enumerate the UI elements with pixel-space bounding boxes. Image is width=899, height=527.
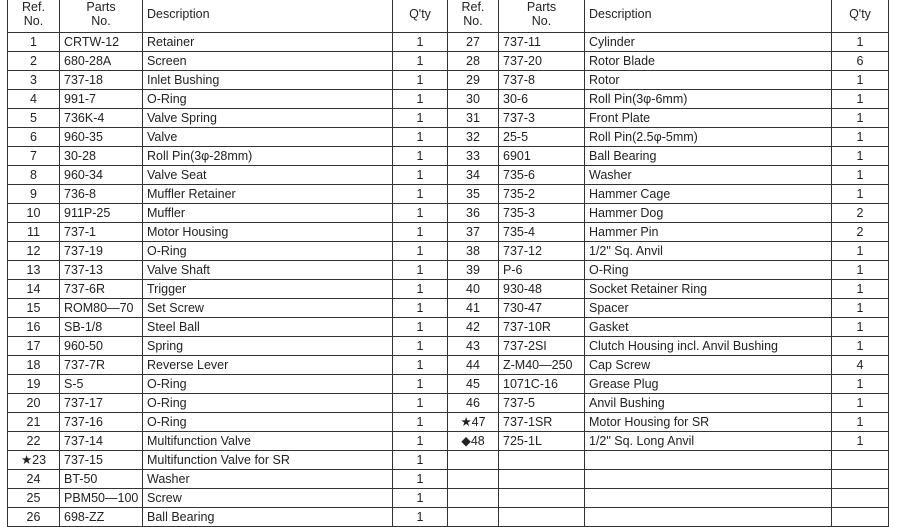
left-description-cell: Set Screw	[143, 299, 393, 318]
right-ref-no-cell: 39	[448, 261, 499, 280]
right-description-cell: Ball Bearing	[585, 147, 832, 166]
left-quantity-cell: 1	[393, 394, 448, 413]
right-parts-no-cell: 737-3	[499, 109, 585, 128]
table-row	[8, 394, 889, 413]
left-description-cell: Screen	[143, 52, 393, 71]
right-parts-no-cell: 737-5	[499, 394, 585, 413]
left-parts-no-cell: 736-8	[60, 185, 143, 204]
right-description-cell: Rotor	[585, 71, 832, 90]
table-row	[8, 375, 889, 394]
right-description-cell: Spacer	[585, 299, 832, 318]
left-quantity-cell: 1	[393, 185, 448, 204]
left-description-cell: Spring	[143, 337, 393, 356]
left-parts-no-cell: 736K-4	[60, 109, 143, 128]
right-ref-no-cell: 46	[448, 394, 499, 413]
right-parts-no-cell: 737-8	[499, 71, 585, 90]
left-ref-no-cell: 16	[8, 318, 60, 337]
left-ref-no-cell: 3	[8, 71, 60, 90]
right-ref-no-cell: 37	[448, 223, 499, 242]
right-parts-no-cell: 737-10R	[499, 318, 585, 337]
right-ref-no-cell: 41	[448, 299, 499, 318]
parts-list-table	[7, 0, 889, 527]
left-ref-no-cell: 20	[8, 394, 60, 413]
ref-no-header: Ref. No.	[8, 0, 60, 33]
right-description-cell: Motor Housing for SR	[585, 413, 832, 432]
left-description-cell: O-Ring	[143, 394, 393, 413]
left-parts-no-cell: 991-7	[60, 90, 143, 109]
right-quantity-cell: 1	[832, 432, 889, 451]
right-parts-no-cell: 930-48	[499, 280, 585, 299]
empty-cell	[832, 489, 889, 508]
right-quantity-cell: 6	[832, 52, 889, 71]
right-description-cell: 1/2" Sq. Long Anvil	[585, 432, 832, 451]
left-quantity-cell: 1	[393, 166, 448, 185]
left-quantity-cell: 1	[393, 90, 448, 109]
left-parts-no-cell: 737-15	[60, 451, 143, 470]
left-parts-no-cell: 737-1	[60, 223, 143, 242]
left-parts-no-cell: 737-18	[60, 71, 143, 90]
left-description-cell: Retainer	[143, 33, 393, 52]
empty-cell	[499, 470, 585, 489]
right-parts-no-cell: Z-M40—250	[499, 356, 585, 375]
table-row	[8, 337, 889, 356]
right-parts-no-cell: 735-4	[499, 223, 585, 242]
right-description-cell: Grease Plug	[585, 375, 832, 394]
left-quantity-cell: 1	[393, 204, 448, 223]
left-quantity-cell: 1	[393, 71, 448, 90]
table-row	[8, 413, 889, 432]
left-parts-no-cell: 737-16	[60, 413, 143, 432]
right-ref-no-cell: 30	[448, 90, 499, 109]
left-description-cell: O-Ring	[143, 375, 393, 394]
table-row	[8, 128, 889, 147]
right-parts-no-cell: 735-6	[499, 166, 585, 185]
right-ref-no-cell: 34	[448, 166, 499, 185]
parts-no-header: Parts No.	[499, 0, 585, 33]
qty-header: Q'ty	[832, 0, 889, 33]
right-quantity-cell: 1	[832, 109, 889, 128]
left-quantity-cell: 1	[393, 489, 448, 508]
right-description-cell: Socket Retainer Ring	[585, 280, 832, 299]
left-ref-no-cell: 6	[8, 128, 60, 147]
right-description-cell: Hammer Dog	[585, 204, 832, 223]
left-description-cell: Ball Bearing	[143, 508, 393, 527]
right-ref-no-cell: 27	[448, 33, 499, 52]
table-row	[8, 52, 889, 71]
left-parts-no-cell: 737-6R	[60, 280, 143, 299]
right-description-cell: Anvil Bushing	[585, 394, 832, 413]
left-description-cell: Multifunction Valve for SR	[143, 451, 393, 470]
empty-cell	[832, 451, 889, 470]
left-ref-no-cell: 21	[8, 413, 60, 432]
empty-cell	[448, 470, 499, 489]
left-parts-no-cell: S-5	[60, 375, 143, 394]
left-parts-no-cell: 960-35	[60, 128, 143, 147]
left-description-cell: Valve Seat	[143, 166, 393, 185]
left-description-cell: O-Ring	[143, 90, 393, 109]
empty-cell	[585, 470, 832, 489]
left-quantity-cell: 1	[393, 109, 448, 128]
left-quantity-cell: 1	[393, 337, 448, 356]
left-quantity-cell: 1	[393, 299, 448, 318]
description-header: Description	[143, 0, 393, 33]
empty-cell	[832, 508, 889, 527]
left-quantity-cell: 1	[393, 33, 448, 52]
parts-table-body	[8, 33, 889, 527]
left-ref-no-cell: 11	[8, 223, 60, 242]
right-quantity-cell: 2	[832, 223, 889, 242]
left-ref-no-cell: 15	[8, 299, 60, 318]
left-quantity-cell: 1	[393, 508, 448, 527]
right-ref-no-cell: 36	[448, 204, 499, 223]
left-description-cell: Trigger	[143, 280, 393, 299]
right-ref-no-cell: 33	[448, 147, 499, 166]
right-quantity-cell: 1	[832, 147, 889, 166]
left-ref-no-cell: 4	[8, 90, 60, 109]
table-row	[8, 109, 889, 128]
right-parts-no-cell: 735-3	[499, 204, 585, 223]
right-quantity-cell: 1	[832, 413, 889, 432]
right-ref-no-cell: 29	[448, 71, 499, 90]
left-quantity-cell: 1	[393, 261, 448, 280]
table-row	[8, 261, 889, 280]
right-quantity-cell: 1	[832, 166, 889, 185]
right-ref-no-cell: 45	[448, 375, 499, 394]
table-row	[8, 90, 889, 109]
right-description-cell: Washer	[585, 166, 832, 185]
table-row	[8, 71, 889, 90]
left-quantity-cell: 1	[393, 128, 448, 147]
table-row	[8, 432, 889, 451]
table-row	[8, 470, 889, 489]
left-ref-no-cell: 18	[8, 356, 60, 375]
right-parts-no-cell: 6901	[499, 147, 585, 166]
left-description-cell: Valve	[143, 128, 393, 147]
table-row	[8, 166, 889, 185]
left-description-cell: Motor Housing	[143, 223, 393, 242]
table-row	[8, 33, 889, 52]
left-parts-no-cell: CRTW-12	[60, 33, 143, 52]
table-row	[8, 242, 889, 261]
right-quantity-cell: 1	[832, 261, 889, 280]
left-ref-no-cell: 5	[8, 109, 60, 128]
right-parts-no-cell: P-6	[499, 261, 585, 280]
left-parts-no-cell: ROM80—70	[60, 299, 143, 318]
right-quantity-cell: 2	[832, 204, 889, 223]
right-ref-no-cell: 35	[448, 185, 499, 204]
right-quantity-cell: 1	[832, 128, 889, 147]
right-ref-no-cell: ◆48	[448, 432, 499, 451]
left-ref-no-cell: ★23	[8, 451, 60, 470]
left-parts-no-cell: SB-1/8	[60, 318, 143, 337]
right-description-cell: Hammer Pin	[585, 223, 832, 242]
right-parts-no-cell: 737-20	[499, 52, 585, 71]
table-row	[8, 356, 889, 375]
left-ref-no-cell: 22	[8, 432, 60, 451]
left-parts-no-cell: 737-13	[60, 261, 143, 280]
left-ref-no-cell: 17	[8, 337, 60, 356]
left-parts-no-cell: 737-19	[60, 242, 143, 261]
right-quantity-cell: 1	[832, 242, 889, 261]
left-ref-no-cell: 19	[8, 375, 60, 394]
right-description-cell: 1/2" Sq. Anvil	[585, 242, 832, 261]
right-description-cell: Roll Pin(2.5φ-5mm)	[585, 128, 832, 147]
qty-header: Q'ty	[393, 0, 448, 33]
right-parts-no-cell: 30-6	[499, 90, 585, 109]
left-ref-no-cell: 12	[8, 242, 60, 261]
empty-cell	[832, 470, 889, 489]
empty-cell	[499, 489, 585, 508]
table-row	[8, 223, 889, 242]
right-description-cell: Cylinder	[585, 33, 832, 52]
left-description-cell: O-Ring	[143, 413, 393, 432]
right-parts-no-cell: 735-2	[499, 185, 585, 204]
left-parts-no-cell: 737-17	[60, 394, 143, 413]
left-ref-no-cell: 2	[8, 52, 60, 71]
left-parts-no-cell: 737-7R	[60, 356, 143, 375]
left-quantity-cell: 1	[393, 280, 448, 299]
right-parts-no-cell: 730-47	[499, 299, 585, 318]
empty-cell	[585, 489, 832, 508]
right-ref-no-cell: 31	[448, 109, 499, 128]
empty-cell	[585, 451, 832, 470]
left-ref-no-cell: 7	[8, 147, 60, 166]
left-description-cell: Valve Spring	[143, 109, 393, 128]
right-ref-no-cell: 38	[448, 242, 499, 261]
left-description-cell: Multifunction Valve	[143, 432, 393, 451]
left-ref-no-cell: 9	[8, 185, 60, 204]
right-parts-no-cell: 737-12	[499, 242, 585, 261]
left-quantity-cell: 1	[393, 375, 448, 394]
empty-cell	[448, 451, 499, 470]
right-ref-no-cell: ★47	[448, 413, 499, 432]
right-parts-no-cell: 737-1SR	[499, 413, 585, 432]
right-parts-no-cell: 725-1L	[499, 432, 585, 451]
right-quantity-cell: 1	[832, 71, 889, 90]
left-description-cell: Steel Ball	[143, 318, 393, 337]
table-row	[8, 299, 889, 318]
right-parts-no-cell: 25-5	[499, 128, 585, 147]
ref-no-header: Ref. No.	[448, 0, 499, 33]
right-ref-no-cell: 42	[448, 318, 499, 337]
table-row	[8, 451, 889, 470]
right-description-cell: Clutch Housing incl. Anvil Bushing	[585, 337, 832, 356]
right-ref-no-cell: 28	[448, 52, 499, 71]
right-description-cell: Hammer Cage	[585, 185, 832, 204]
left-description-cell: Muffler Retainer	[143, 185, 393, 204]
left-quantity-cell: 1	[393, 223, 448, 242]
left-parts-no-cell: 960-50	[60, 337, 143, 356]
right-description-cell: Gasket	[585, 318, 832, 337]
right-ref-no-cell: 43	[448, 337, 499, 356]
left-parts-no-cell: BT-50	[60, 470, 143, 489]
right-description-cell: Front Plate	[585, 109, 832, 128]
right-quantity-cell: 4	[832, 356, 889, 375]
right-description-cell: Roll Pin(3φ-6mm)	[585, 90, 832, 109]
left-description-cell: Inlet Bushing	[143, 71, 393, 90]
table-row	[8, 204, 889, 223]
left-parts-no-cell: 911P-25	[60, 204, 143, 223]
left-parts-no-cell: 698-ZZ	[60, 508, 143, 527]
right-ref-no-cell: 40	[448, 280, 499, 299]
left-ref-no-cell: 25	[8, 489, 60, 508]
empty-cell	[448, 489, 499, 508]
right-parts-no-cell: 1071C-16	[499, 375, 585, 394]
left-ref-no-cell: 8	[8, 166, 60, 185]
left-description-cell: Washer	[143, 470, 393, 489]
left-quantity-cell: 1	[393, 147, 448, 166]
left-quantity-cell: 1	[393, 413, 448, 432]
left-parts-no-cell: 960-34	[60, 166, 143, 185]
left-description-cell: Screw	[143, 489, 393, 508]
right-ref-no-cell: 32	[448, 128, 499, 147]
left-ref-no-cell: 1	[8, 33, 60, 52]
table-row	[8, 185, 889, 204]
left-quantity-cell: 1	[393, 432, 448, 451]
right-quantity-cell: 1	[832, 299, 889, 318]
left-quantity-cell: 1	[393, 52, 448, 71]
right-quantity-cell: 1	[832, 318, 889, 337]
left-description-cell: Muffler	[143, 204, 393, 223]
left-ref-no-cell: 24	[8, 470, 60, 489]
left-description-cell: Reverse Lever	[143, 356, 393, 375]
left-quantity-cell: 1	[393, 470, 448, 489]
left-description-cell: Valve Shaft	[143, 261, 393, 280]
parts-no-header: Parts No.	[60, 0, 143, 33]
right-quantity-cell: 1	[832, 375, 889, 394]
left-parts-no-cell: 737-14	[60, 432, 143, 451]
header-row	[8, 0, 889, 33]
left-ref-no-cell: 14	[8, 280, 60, 299]
right-quantity-cell: 1	[832, 90, 889, 109]
right-parts-no-cell: 737-11	[499, 33, 585, 52]
right-description-cell: O-Ring	[585, 261, 832, 280]
left-parts-no-cell: PBM50—100	[60, 489, 143, 508]
left-description-cell: O-Ring	[143, 242, 393, 261]
left-ref-no-cell: 26	[8, 508, 60, 527]
empty-cell	[499, 508, 585, 527]
empty-cell	[448, 508, 499, 527]
right-ref-no-cell: 44	[448, 356, 499, 375]
right-quantity-cell: 1	[832, 33, 889, 52]
left-quantity-cell: 1	[393, 318, 448, 337]
table-row	[8, 508, 889, 527]
right-quantity-cell: 1	[832, 280, 889, 299]
table-row	[8, 147, 889, 166]
left-parts-no-cell: 680-28A	[60, 52, 143, 71]
right-quantity-cell: 1	[832, 337, 889, 356]
left-ref-no-cell: 10	[8, 204, 60, 223]
left-quantity-cell: 1	[393, 451, 448, 470]
left-description-cell: Roll Pin(3φ-28mm)	[143, 147, 393, 166]
description-header: Description	[585, 0, 832, 33]
left-ref-no-cell: 13	[8, 261, 60, 280]
table-row	[8, 318, 889, 337]
empty-cell	[585, 508, 832, 527]
left-quantity-cell: 1	[393, 242, 448, 261]
table-row	[8, 280, 889, 299]
right-description-cell: Rotor Blade	[585, 52, 832, 71]
right-quantity-cell: 1	[832, 394, 889, 413]
right-parts-no-cell: 737-2SI	[499, 337, 585, 356]
empty-cell	[499, 451, 585, 470]
left-parts-no-cell: 30-28	[60, 147, 143, 166]
table-row	[8, 489, 889, 508]
right-description-cell: Cap Screw	[585, 356, 832, 375]
right-quantity-cell: 1	[832, 185, 889, 204]
left-quantity-cell: 1	[393, 356, 448, 375]
